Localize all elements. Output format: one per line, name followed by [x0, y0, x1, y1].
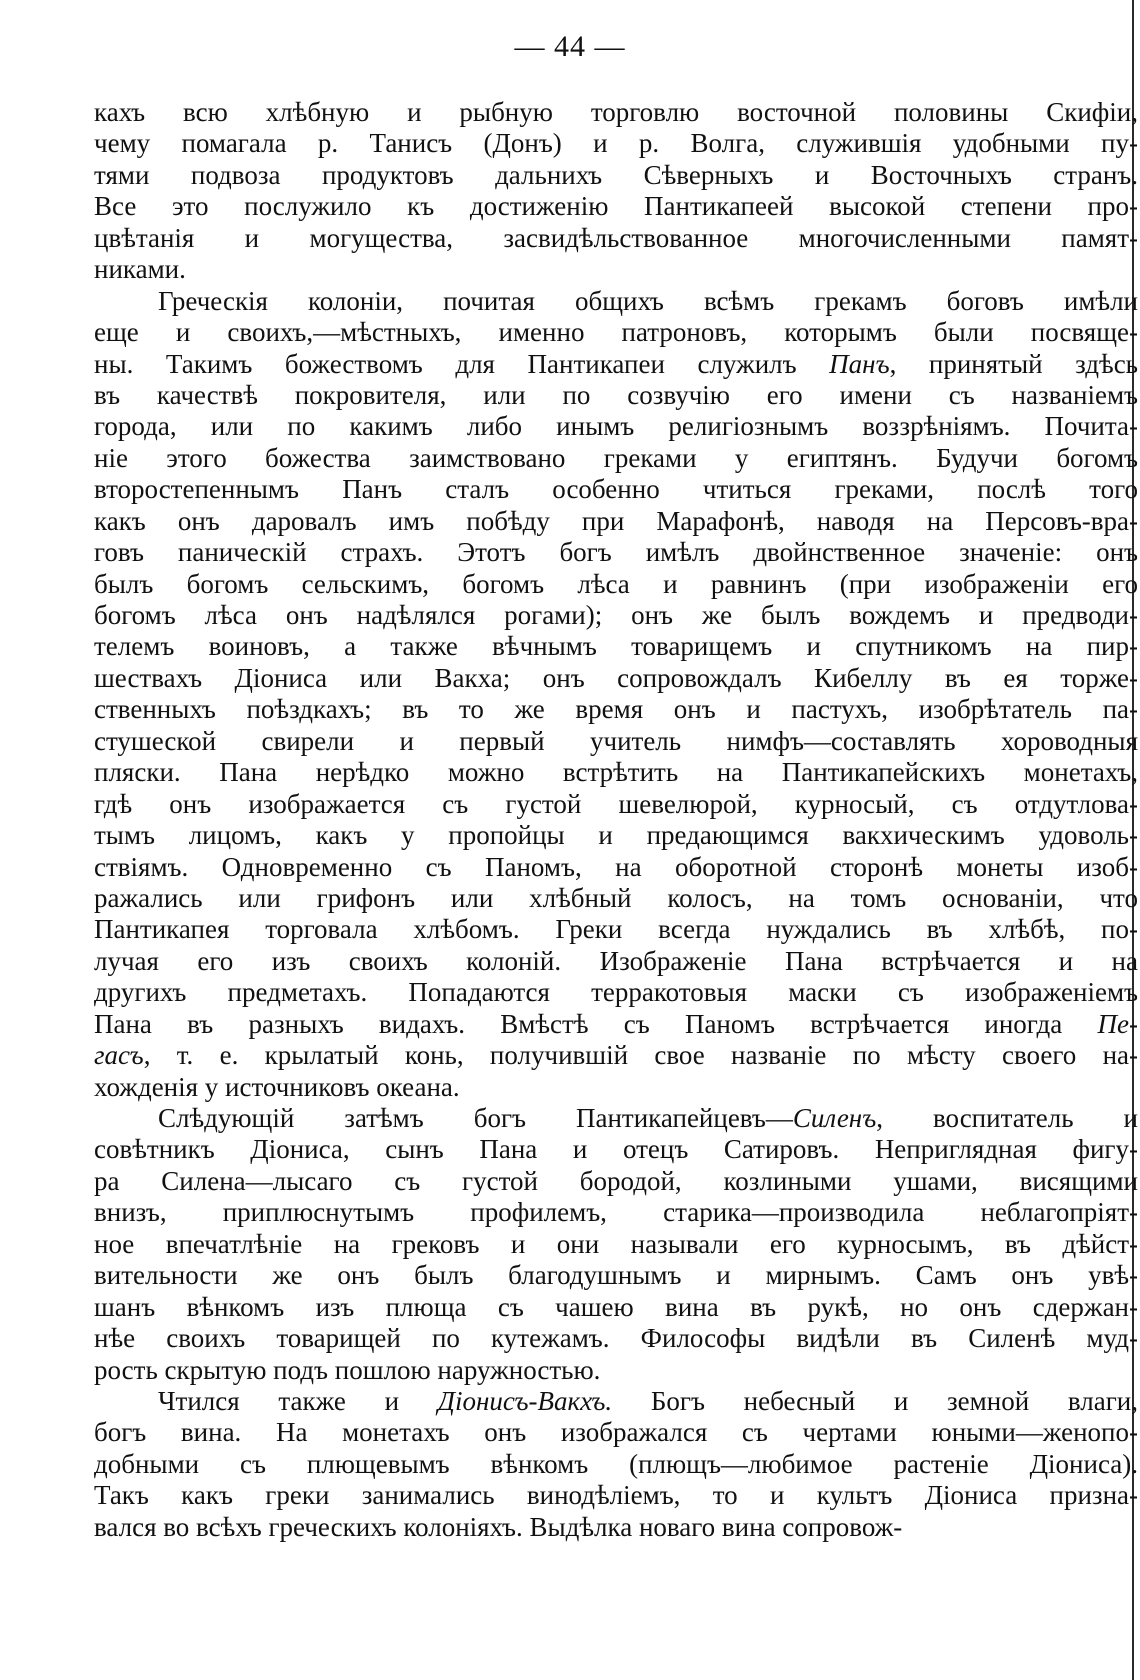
text-line: [94, 1166, 1138, 1197]
text-line: [94, 443, 1138, 474]
text-line: [94, 1040, 1138, 1071]
text-run: Греческія колоніи, почитая общихъ всѣмъ грекамъ боговъ имѣли: [158, 285, 1138, 316]
text-line: [94, 1449, 1138, 1480]
text-line: [94, 506, 1138, 537]
text-run: совѣтникъ Діониса, сынъ Пана и отецъ Сатировъ. Неприглядная фигу-: [94, 1134, 1138, 1165]
text-line: [94, 1355, 1138, 1386]
text-run: Такъ какъ греки занимались винодѣліемъ, то и культъ Діониса призна-: [94, 1480, 1138, 1511]
text-run: пляски. Пана нерѣдко можно встрѣтить на Пантикапейскихъ монетахъ,: [94, 757, 1138, 788]
text-run: нѣе своихъ товарищей по кутежамъ. Философы видѣли въ Силенѣ муд-: [94, 1323, 1138, 1354]
text-line: [94, 537, 1138, 568]
text-line: [94, 254, 1138, 285]
text-line: [94, 411, 1138, 442]
italic-term: Силенъ: [792, 1103, 877, 1133]
text-run: телемъ воиновъ, а также вѣчнымъ товарищемъ и спутникомъ на пир-: [94, 631, 1138, 662]
text-run: Слѣдующій затѣмъ богъ Пантикапейцевъ—: [158, 1103, 793, 1133]
text-run: былъ богомъ сельскимъ, богомъ лѣса и равнинъ (при изображеніи его: [94, 568, 1138, 599]
text-run: шанъ вѣнкомъ изъ плюща съ чашею вина въ рукѣ, но онъ сдержан-: [94, 1291, 1138, 1322]
text-line: [94, 286, 1138, 317]
text-run: ны. Такимъ божествомъ для Пантикапеи служилъ: [94, 348, 830, 379]
text-run: говъ паническій страхъ. Этотъ богъ имѣлъ двойнственное значеніе: онъ: [94, 537, 1138, 568]
text-line: [94, 1323, 1138, 1354]
text-line: [94, 914, 1138, 945]
text-run: лучая его изъ своихъ колоній. Изображеніе Пана встрѣчается и на: [94, 945, 1138, 976]
text-run: рость скрытую подъ пошлою наружностью.: [94, 1354, 601, 1385]
text-run: тымъ лицомъ, какъ у пропойцы и предающимся вакхическимъ удоволь-: [94, 820, 1138, 851]
text-line: [94, 726, 1138, 757]
italic-term: Діонисъ-Вакхъ.: [437, 1385, 613, 1416]
paragraph: [94, 1386, 1138, 1543]
text-run: Богъ небесный и земной влаги,: [612, 1385, 1138, 1416]
text-line: [94, 349, 1138, 380]
text-run: добными съ плющевымъ вѣнкомъ (плющъ—любимое растеніе Діониса).: [94, 1448, 1138, 1479]
text-line: [94, 317, 1138, 348]
text-line: [94, 1134, 1138, 1165]
text-line: [94, 789, 1138, 820]
text-line: [94, 1386, 1138, 1417]
paragraph: [94, 1103, 1138, 1386]
text-line: [94, 1292, 1138, 1323]
text-run: вительности же онъ былъ благодушнымъ и мирнымъ. Самъ онъ увѣ-: [94, 1260, 1138, 1291]
text-line: [94, 663, 1138, 694]
text-line: [94, 97, 1138, 128]
text-run: Все это послужило къ достиженію Пантикапеей высокой степени про-: [94, 191, 1138, 222]
text-line: [94, 694, 1138, 725]
text-line: [94, 631, 1138, 662]
italic-term: гасъ: [94, 1040, 144, 1071]
text-line: [94, 1009, 1138, 1040]
text-run: , т. е. крылатый конь, получившій свое названіе по мѣсту своего на-: [143, 1040, 1138, 1071]
text-line: [94, 883, 1138, 914]
text-run: чему помагала р. Танисъ (Донъ) и р. Волга, служившія удобными пу-: [94, 128, 1138, 159]
text-run: никами.: [94, 254, 186, 285]
text-line: [94, 757, 1138, 788]
text-line: [94, 1480, 1138, 1511]
text-line: [94, 474, 1138, 505]
text-run: внизъ, приплюснутымъ профилемъ, старика—производила неблагопріят-: [94, 1197, 1138, 1228]
text-run: стушеской свирели и первый учитель нимфъ—составлять хороводныя: [94, 725, 1138, 756]
text-run: , принятый здѣсь: [889, 348, 1138, 379]
text-run: , воспитатель и: [876, 1103, 1138, 1133]
text-line: [94, 1417, 1138, 1448]
text-run: еще и своихъ,—мѣстныхъ, именно патроновъ, которымъ были посвяще-: [94, 317, 1138, 348]
text-run: въ качествѣ покровителя, или по созвучію его имени съ названіемъ: [94, 379, 1138, 410]
text-run: ное впечатлѣніе на грековъ и они называли его курносымъ, въ дѣйст-: [94, 1228, 1138, 1259]
text-run: Чтился также и: [158, 1385, 438, 1416]
text-run: второстепеннымъ Панъ сталъ особенно чтиться греками, послѣ того: [94, 474, 1138, 505]
text-run: ствіямъ. Одновременно съ Паномъ, на оборотной сторонѣ монеты изоб-: [94, 851, 1138, 882]
text-line: [94, 380, 1138, 411]
text-run: тями подвоза продуктовъ дальнихъ Сѣверныхъ и Восточныхъ странъ.: [94, 159, 1138, 190]
text-run: ра Силена—лысаго съ густой бородой, козлиными ушами, висящими: [94, 1165, 1138, 1196]
paragraph: [94, 97, 1138, 286]
italic-term: Панъ: [829, 348, 890, 379]
text-line: [94, 160, 1138, 191]
paragraph: [94, 286, 1138, 1103]
text-run: шествахъ Діониса или Вакха; онъ сопровождалъ Кибеллу въ ея торже-: [94, 662, 1138, 693]
text-run: Пана въ разныхъ видахъ. Вмѣстѣ съ Паномъ встрѣчается иногда: [94, 1008, 1098, 1039]
italic-term: Пе-: [1097, 1008, 1138, 1039]
text-run: ственныхъ поѣздкахъ; въ то же время онъ и пастухъ, изобрѣтатель па-: [94, 694, 1138, 725]
text-run: ражались или грифонъ или хлѣбный колосъ, на томъ основаніи, что: [94, 882, 1138, 913]
text-line: [94, 946, 1138, 977]
text-line: [94, 1512, 1138, 1543]
text-run: богомъ лѣса онъ надѣлялся рогами); онъ же былъ вождемъ и предводи-: [94, 600, 1138, 630]
text-run: гдѣ онъ изображается съ густой шевелюрой, курносый, съ отдутлова-: [94, 788, 1138, 819]
body-text: [94, 97, 1138, 1543]
text-run: ніе этого божества заимствовано греками у египтянъ. Будучи богомъ: [94, 442, 1138, 473]
text-run: кахъ всю хлѣбную и рыбную торговлю восточной половины Скифіи,: [94, 97, 1138, 127]
text-line: [94, 1072, 1138, 1103]
text-line: [94, 1197, 1138, 1228]
text-run: хожденія у источниковъ океана.: [94, 1071, 460, 1102]
text-line: [94, 223, 1138, 254]
text-run: богъ вина. На монетахъ онъ изображался съ чертами юными—женопо-: [94, 1417, 1138, 1448]
text-line: [94, 977, 1138, 1008]
text-run: Пантикапея торговала хлѣбомъ. Греки всегда нуждались въ хлѣбѣ, по-: [94, 914, 1138, 945]
text-line: [94, 1229, 1138, 1260]
text-run: какъ онъ даровалъ имъ побѣду при Марафонѣ, наводя на Персовъ-вра-: [94, 505, 1138, 536]
text-run: цвѣтанія и могущества, засвидѣльствованное многочисленными памят-: [94, 222, 1138, 253]
text-line: [94, 1260, 1138, 1291]
text-line: [94, 128, 1138, 159]
text-line: [94, 1103, 1138, 1134]
text-run: вался во всѣхъ греческихъ колоніяхъ. Выдѣлка новаго вина сопровож-: [94, 1511, 903, 1542]
page-number: — 44 —: [514, 30, 626, 63]
text-line: [94, 852, 1138, 883]
text-run: города, или по какимъ либо инымъ религіознымъ воззрѣніямъ. Почита-: [94, 411, 1138, 442]
text-line: [94, 191, 1138, 222]
text-run: другихъ предметахъ. Попадаются терракотовыя маски съ изображеніемъ: [94, 977, 1138, 1008]
text-line: [94, 569, 1138, 600]
text-line: [94, 600, 1138, 631]
text-line: [94, 820, 1138, 851]
